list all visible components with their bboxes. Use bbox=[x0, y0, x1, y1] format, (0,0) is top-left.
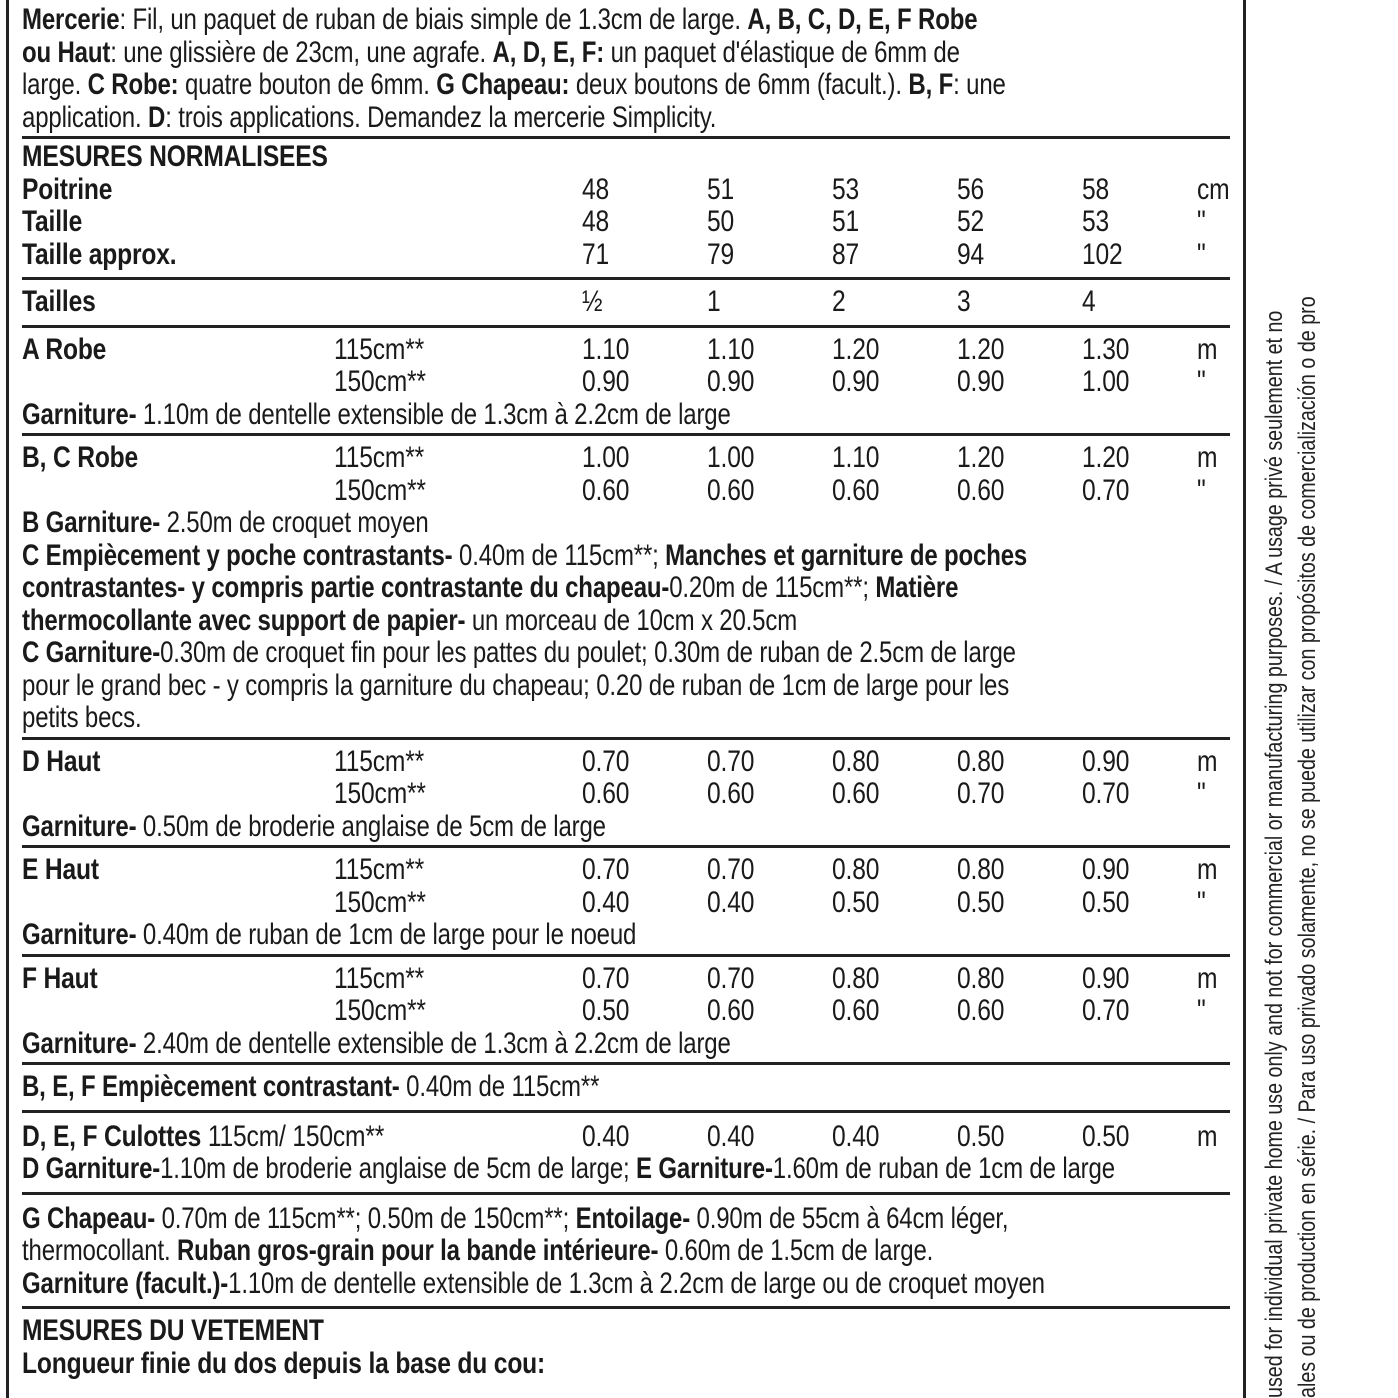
text-run: petits becs. bbox=[22, 701, 142, 734]
text-run: 0.60m de 1.5cm de large. bbox=[658, 1234, 934, 1267]
text-run: 0.50m de broderie anglaise de 5cm de large bbox=[136, 809, 606, 843]
size-value: ½ bbox=[582, 285, 603, 318]
bold-label: D bbox=[148, 100, 166, 134]
bold-label: D Garniture- bbox=[22, 1152, 161, 1185]
size-value: 0.80 bbox=[832, 853, 880, 886]
size-value: 1.00 bbox=[1082, 365, 1130, 398]
row-label: B, C Robe bbox=[22, 441, 139, 474]
bold-label: C Empiècement y poche contrastants- bbox=[22, 538, 453, 572]
size-value: 0.40 bbox=[832, 1119, 880, 1153]
line-text bbox=[22, 702, 1230, 735]
text-run: : une bbox=[953, 68, 1006, 101]
line-text bbox=[22, 1235, 1230, 1268]
hat-line bbox=[22, 1235, 1230, 1268]
size-value: 0.80 bbox=[957, 961, 1005, 995]
fabric-width: 150cm** bbox=[334, 777, 426, 810]
line-text bbox=[22, 399, 1230, 432]
size-value: 1.00 bbox=[582, 441, 630, 474]
notions-line bbox=[22, 69, 1230, 102]
size-value: 3 bbox=[957, 285, 971, 318]
line-text bbox=[22, 670, 1230, 703]
line-text bbox=[22, 919, 1230, 952]
size-value: 0.70 bbox=[582, 961, 630, 995]
hat-section bbox=[22, 1203, 1230, 1301]
row-label: Taille approx. bbox=[22, 237, 177, 271]
bold-label: Garniture- bbox=[22, 918, 137, 951]
divider bbox=[22, 433, 1230, 436]
fabric-width: 150cm** bbox=[334, 994, 426, 1027]
trim-note bbox=[22, 399, 1230, 432]
size-value: 48 bbox=[582, 172, 610, 206]
text-run: 1.10m de dentelle extensible de 1.3cm à 2.2cm de large bbox=[136, 397, 731, 431]
body-measurements-title: MESURES NORMALISEES bbox=[22, 140, 328, 173]
size-value: 71 bbox=[582, 237, 610, 271]
measurement-row bbox=[22, 206, 1230, 239]
measurement-row bbox=[22, 239, 1230, 272]
size-value: 0.40 bbox=[707, 885, 755, 919]
size-value: 0.90 bbox=[1082, 853, 1130, 886]
yardage-row bbox=[22, 334, 1230, 367]
size-value: 1.20 bbox=[957, 332, 1005, 366]
line-text bbox=[22, 1153, 1230, 1186]
text-run: 2.50m de croquet moyen bbox=[160, 506, 429, 539]
size-value: 2 bbox=[832, 285, 846, 318]
notice-line-2: ales ou de production en série. / Para uso privado solamente, no se puede utilizar con propósitos de comercialización o de pro bbox=[1294, 296, 1321, 1398]
row-label: Tailles bbox=[22, 285, 96, 318]
size-value: 0.60 bbox=[957, 994, 1005, 1027]
bold-label: B, F bbox=[908, 68, 954, 101]
unit: " bbox=[1197, 205, 1206, 238]
unit: m bbox=[1197, 961, 1218, 995]
size-value: 51 bbox=[832, 205, 860, 238]
back-length-label: Longueur finie du dos depuis la base du cou: bbox=[22, 1346, 546, 1380]
row-label: Poitrine bbox=[22, 172, 113, 206]
finished-measurements-section bbox=[22, 1315, 1230, 1380]
size-value: 0.60 bbox=[832, 473, 880, 507]
yardage-row bbox=[22, 475, 1230, 508]
line-text bbox=[22, 811, 1230, 844]
size-value: 51 bbox=[707, 172, 735, 206]
unit: m bbox=[1197, 744, 1218, 778]
row-label: F Haut bbox=[22, 961, 98, 995]
size-value: 0.60 bbox=[707, 777, 755, 810]
size-value: 0.50 bbox=[957, 1119, 1005, 1153]
size-value: 79 bbox=[707, 237, 735, 271]
bold-label: C Robe: bbox=[87, 68, 179, 101]
unit: " bbox=[1197, 237, 1206, 271]
garment-section bbox=[22, 334, 1230, 432]
fabric-width: 115cm** bbox=[334, 744, 425, 778]
text-run: un paquet d'élastique de 6mm de bbox=[604, 35, 960, 69]
notions-line bbox=[22, 4, 1230, 37]
size-value: 0.90 bbox=[707, 365, 755, 398]
line-text bbox=[22, 540, 1230, 573]
line-text bbox=[22, 69, 1230, 102]
size-value: 0.70 bbox=[707, 744, 755, 778]
unit: m bbox=[1197, 853, 1218, 886]
hat-line bbox=[22, 1203, 1230, 1236]
text-run: 1.60m de ruban de 1cm de large bbox=[772, 1152, 1115, 1185]
notions-line bbox=[22, 102, 1230, 135]
text-run: 1.10m de dentelle extensible de 1.3cm à 2.2cm de large ou de croquet moyen bbox=[228, 1266, 1045, 1300]
bold-label: E Garniture- bbox=[636, 1152, 773, 1185]
line-text bbox=[22, 1268, 1230, 1301]
bold-label: Ruban gros-grain pour la bande intérieure- bbox=[177, 1234, 659, 1267]
garment-section bbox=[22, 854, 1230, 952]
text-run: 0.30m de croquet fin pour les pattes du poulet; 0.30m de ruban de 2.5cm de large bbox=[160, 636, 1016, 669]
size-value: 1.10 bbox=[707, 332, 755, 366]
size-value: 56 bbox=[957, 172, 985, 206]
yardage-row bbox=[22, 963, 1230, 996]
text-run: application. bbox=[22, 100, 149, 134]
size-value: 0.80 bbox=[957, 744, 1005, 778]
text-run: 0.40m de ruban de 1cm de large pour le noeud bbox=[136, 918, 637, 951]
bold-label: B Garniture- bbox=[22, 506, 161, 539]
trim-note bbox=[22, 811, 1230, 844]
line-text bbox=[22, 605, 1230, 638]
trim-note bbox=[22, 605, 1230, 638]
pattern-back-content bbox=[22, 4, 1230, 1380]
line-text bbox=[22, 1071, 1230, 1104]
bold-label: B, E, F Empiècement contrastant- bbox=[22, 1070, 400, 1103]
text-run: un morceau de 10cm x 20.5cm bbox=[465, 603, 798, 637]
notions-paragraph bbox=[22, 4, 1230, 134]
row-label: Taille bbox=[22, 205, 83, 238]
sizes-row bbox=[22, 286, 1230, 319]
size-value: 0.60 bbox=[832, 777, 880, 810]
size-value: 0.70 bbox=[1082, 994, 1130, 1027]
text-run: 1.10m de broderie anglaise de 5cm de large; bbox=[160, 1152, 637, 1185]
size-value: 0.70 bbox=[1082, 473, 1130, 507]
divider bbox=[22, 1110, 1230, 1113]
text-run: 0.70m de 115cm**; 0.50m de 150cm**; bbox=[155, 1201, 576, 1235]
bold-label: Mercerie bbox=[22, 3, 120, 36]
size-value: 1.00 bbox=[707, 441, 755, 474]
row-label: E Haut bbox=[22, 853, 99, 886]
garment-section bbox=[22, 963, 1230, 1061]
size-value: 0.50 bbox=[1082, 885, 1130, 919]
size-value: 0.50 bbox=[832, 885, 880, 919]
row-label: D, E, F Culottes bbox=[22, 1119, 202, 1153]
size-value: 0.50 bbox=[1082, 1119, 1130, 1153]
measurement-row bbox=[22, 174, 1230, 207]
size-value: 53 bbox=[832, 172, 860, 206]
size-value: 0.90 bbox=[832, 365, 880, 398]
bold-label: G Chapeau: bbox=[436, 68, 570, 101]
fabric-width: 115cm/ 150cm** bbox=[201, 1119, 385, 1153]
text-run: 2.40m de dentelle extensible de 1.3cm à 2.2cm de large bbox=[136, 1026, 731, 1060]
panties-section bbox=[22, 1121, 1230, 1186]
bold-label: Garniture (facult.)- bbox=[22, 1266, 229, 1300]
text-run: pour le grand bec - y compris la garniture du chapeau; 0.20 de ruban de 1cm de large pour les bbox=[22, 668, 1010, 702]
panties-trim-note bbox=[22, 1153, 1230, 1186]
size-value: 0.80 bbox=[832, 744, 880, 778]
size-value: 0.60 bbox=[707, 473, 755, 507]
unit: " bbox=[1197, 777, 1206, 810]
unit: " bbox=[1197, 365, 1206, 398]
line-text bbox=[22, 1203, 1230, 1236]
text-run: : trois applications. Demandez la mercerie Simplicity. bbox=[165, 100, 717, 134]
size-value: 0.80 bbox=[832, 961, 880, 995]
divider bbox=[22, 1306, 1230, 1309]
size-value: 48 bbox=[582, 205, 610, 238]
sizes-header-row bbox=[22, 286, 1230, 319]
garment-section bbox=[22, 442, 1230, 735]
size-value: 0.60 bbox=[957, 473, 1005, 507]
unit: " bbox=[1197, 885, 1206, 919]
size-value: 1.10 bbox=[832, 441, 880, 474]
size-value: 0.60 bbox=[832, 994, 880, 1027]
notice-line-1: used for individual private home use only and not for commercial or manufacturing purposes. / A usage privé seulement et no bbox=[1261, 310, 1288, 1398]
yardage-row bbox=[22, 746, 1230, 779]
unit: m bbox=[1197, 441, 1218, 474]
text-run: large. bbox=[22, 68, 88, 101]
row-label: D Haut bbox=[22, 744, 101, 778]
size-value: 0.40 bbox=[582, 885, 630, 919]
row-label: A Robe bbox=[22, 332, 107, 366]
panties-row bbox=[22, 1121, 1230, 1154]
bold-label: Garniture- bbox=[22, 1026, 137, 1060]
trim-note bbox=[22, 919, 1230, 952]
size-value: 94 bbox=[957, 237, 985, 271]
bold-label: C Garniture- bbox=[22, 636, 161, 669]
hat-line bbox=[22, 1268, 1230, 1301]
fabric-width: 150cm** bbox=[334, 885, 426, 919]
bold-label: contrastantes- y compris partie contrastante du chapeau- bbox=[22, 571, 670, 604]
size-value: 0.70 bbox=[707, 961, 755, 995]
line-text bbox=[22, 102, 1230, 135]
unit: m bbox=[1197, 332, 1218, 366]
divider bbox=[22, 737, 1230, 740]
unit: m bbox=[1197, 1119, 1218, 1153]
bold-label: A, D, E, F: bbox=[492, 35, 605, 69]
fabric-width: 115cm** bbox=[334, 441, 425, 474]
size-value: 102 bbox=[1082, 237, 1123, 271]
notions-line bbox=[22, 37, 1230, 70]
divider bbox=[22, 325, 1230, 328]
bold-label: Matière bbox=[875, 571, 959, 604]
size-value: 1.20 bbox=[957, 441, 1005, 474]
size-value: 53 bbox=[1082, 205, 1110, 238]
size-value: 0.60 bbox=[707, 994, 755, 1027]
size-value: 52 bbox=[957, 205, 985, 238]
size-value: 4 bbox=[1082, 285, 1096, 318]
size-value: 0.60 bbox=[582, 473, 630, 507]
trim-note bbox=[22, 702, 1230, 735]
bold-label: A, B, C, D, E, F Robe bbox=[747, 3, 978, 36]
size-value: 0.40 bbox=[582, 1119, 630, 1153]
size-value: 87 bbox=[832, 237, 860, 271]
trim-note bbox=[22, 670, 1230, 703]
line-text bbox=[22, 507, 1230, 540]
fabric-width: 150cm** bbox=[334, 365, 426, 398]
yardage-row bbox=[22, 854, 1230, 887]
panties-label bbox=[22, 1121, 384, 1154]
contrast-yoke-line bbox=[22, 1071, 1230, 1104]
fabric-width: 115cm** bbox=[334, 961, 425, 995]
yardage-row bbox=[22, 887, 1230, 920]
line-text bbox=[22, 572, 1230, 605]
size-value: 1.20 bbox=[1082, 441, 1130, 474]
line-text bbox=[22, 4, 1230, 37]
size-value: 1.20 bbox=[832, 332, 880, 366]
text-run: deux boutons de 6mm (facult.). bbox=[569, 68, 909, 101]
divider bbox=[22, 277, 1230, 280]
yardage-row bbox=[22, 778, 1230, 811]
size-value: 1.10 bbox=[582, 332, 630, 366]
divider bbox=[22, 845, 1230, 848]
trim-note bbox=[22, 637, 1230, 670]
trim-note bbox=[22, 572, 1230, 605]
yardage-row bbox=[22, 366, 1230, 399]
text-run: 0.20m de 115cm**; bbox=[669, 571, 876, 604]
fabric-width: 115cm** bbox=[334, 853, 425, 886]
size-value: 0.80 bbox=[957, 853, 1005, 886]
bold-label: Entoilage- bbox=[575, 1201, 691, 1235]
fabric-width: 115cm** bbox=[334, 332, 425, 366]
yardage-row bbox=[22, 442, 1230, 475]
size-value: 0.70 bbox=[582, 853, 630, 886]
size-value: 50 bbox=[707, 205, 735, 238]
bold-label: ou Haut bbox=[22, 35, 111, 69]
size-value: 0.90 bbox=[957, 365, 1005, 398]
trim-note bbox=[22, 540, 1230, 573]
garment-section bbox=[22, 746, 1230, 844]
size-value: 58 bbox=[1082, 172, 1110, 206]
trim-note bbox=[22, 1028, 1230, 1061]
unit: " bbox=[1197, 473, 1206, 507]
size-value: 0.70 bbox=[707, 853, 755, 886]
line-text bbox=[22, 637, 1230, 670]
bold-label: Garniture- bbox=[22, 397, 137, 431]
text-run: quatre bouton de 6mm. bbox=[178, 68, 437, 101]
size-value: 0.50 bbox=[582, 994, 630, 1027]
size-value: 0.70 bbox=[957, 777, 1005, 810]
size-value: 0.90 bbox=[1082, 961, 1130, 995]
divider bbox=[22, 136, 1230, 139]
divider bbox=[22, 954, 1230, 957]
divider bbox=[22, 1062, 1230, 1065]
bold-label: thermocollante avec support de papier- bbox=[22, 603, 466, 637]
copyright-notice bbox=[1258, 0, 1398, 1398]
contrast-yoke-note bbox=[22, 1071, 1230, 1104]
unit: cm bbox=[1197, 172, 1230, 206]
line-text bbox=[22, 37, 1230, 70]
yardage-row bbox=[22, 995, 1230, 1028]
size-value: 0.90 bbox=[582, 365, 630, 398]
body-measurements-section bbox=[22, 141, 1230, 271]
unit: " bbox=[1197, 994, 1206, 1027]
text-run: : une glissière de 23cm, une agrafe. bbox=[110, 35, 493, 69]
size-value: 1.30 bbox=[1082, 332, 1130, 366]
bold-label: Manches et garniture de poches bbox=[665, 538, 1028, 572]
size-value: 0.70 bbox=[582, 744, 630, 778]
bold-label: G Chapeau- bbox=[22, 1201, 156, 1235]
divider bbox=[22, 1192, 1230, 1195]
text-run: 0.90m de 55cm à 64cm léger, bbox=[690, 1201, 1009, 1235]
finished-measurements-title: MESURES DU VETEMENT bbox=[22, 1314, 324, 1347]
size-value: 0.70 bbox=[1082, 777, 1130, 810]
size-value: 0.50 bbox=[957, 885, 1005, 919]
text-run: : Fil, un paquet de ruban de biais simple de 1.3cm de large. bbox=[119, 3, 748, 36]
text-run: 0.40m de 115cm**; bbox=[452, 538, 666, 572]
text-run: 0.40m de 115cm** bbox=[399, 1070, 600, 1103]
bold-label: Garniture- bbox=[22, 809, 137, 843]
fabric-width: 150cm** bbox=[334, 473, 426, 507]
trim-note bbox=[22, 507, 1230, 540]
size-value: 0.90 bbox=[1082, 744, 1130, 778]
size-value: 0.60 bbox=[582, 777, 630, 810]
size-value: 0.40 bbox=[707, 1119, 755, 1153]
text-run: thermocollant. bbox=[22, 1234, 178, 1267]
line-text bbox=[22, 1028, 1230, 1061]
size-value: 1 bbox=[707, 285, 721, 318]
